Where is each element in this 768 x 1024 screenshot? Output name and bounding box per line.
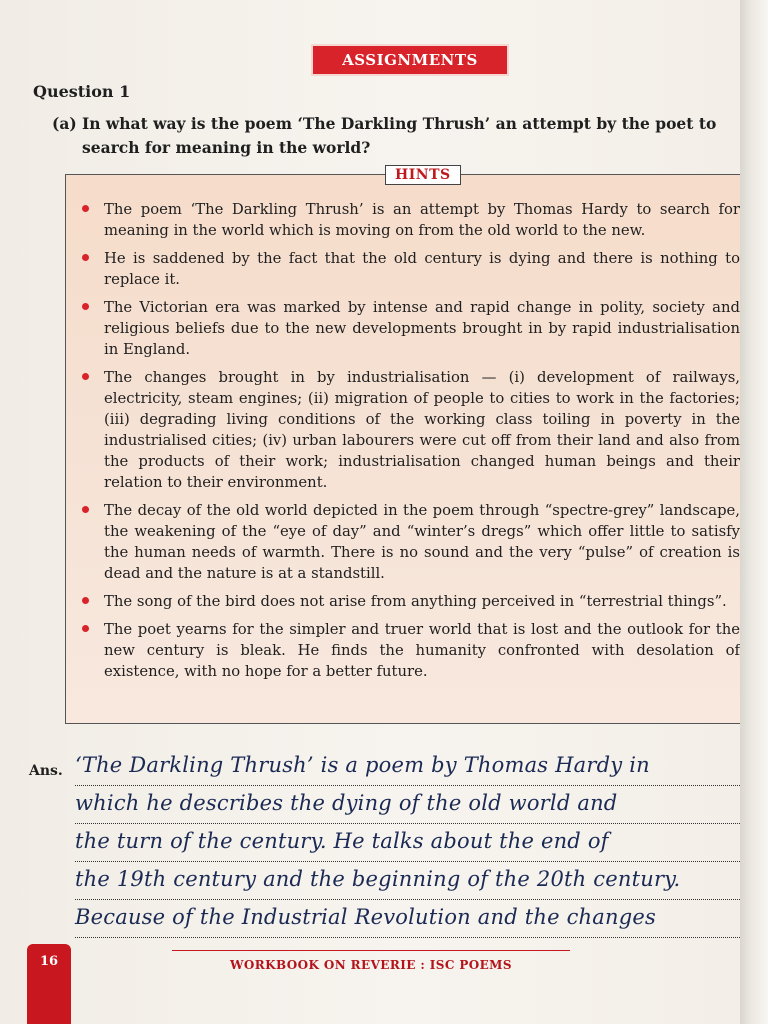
bullet-icon: [82, 597, 89, 604]
bullet-icon: [82, 205, 89, 212]
hint-item: [80, 367, 740, 493]
hints-box: [65, 167, 741, 724]
answer-line: Because of the Industrial Revolution and the changes: [75, 900, 740, 938]
hint-text: The poem ‘The Darkling Thrush’ is an attempt by Thomas Hardy to search for meaning in the world which is moving on from the old world to the new.: [104, 201, 740, 239]
hint-list: [80, 199, 740, 689]
hint-text: The poet yearns for the simpler and truer world that is lost and the outlook for the new century is bleak. He finds the humanity confronted with desolation of existence, with no hope for a better future.: [104, 621, 740, 680]
assignments-banner: ASSIGNMENTS: [313, 46, 507, 74]
footer-rule: [172, 950, 570, 951]
footer-title: WORKBOOK ON REVERIE : ISC POEMS: [230, 958, 512, 972]
hint-item: [80, 500, 740, 584]
answer-line: which he describes the dying of the old world and: [75, 786, 740, 824]
hint-item: [80, 297, 740, 360]
hint-item: [80, 591, 740, 612]
answer-line: the turn of the century. He talks about the end of: [75, 824, 740, 862]
hint-text: The decay of the old world depicted in the poem through “spectre-grey” landscape, the weakening of the “eye of day” and “winter’s dregs” which offer little to satisfy the human needs of warmth. There is no sound and the very “pulse” of creation is dead and the nature is at a standstill.: [104, 502, 740, 582]
hints-tag: HINTS: [385, 165, 461, 185]
answer-line: the 19th century and the beginning of the 20th century.: [75, 862, 740, 900]
page-edge: [740, 0, 768, 1024]
question-part-label: (a): [52, 114, 77, 133]
question-label: Question 1: [33, 82, 131, 101]
page-number: 16: [27, 944, 71, 1024]
bullet-icon: [82, 625, 89, 632]
hint-text: The changes brought in by industrialisation — (i) development of railways, electricity, steam engines; (ii) migration of people to cities to work in the factories; (iii) degrading living conditions of the working class toiling in poverty in the industrialised cities; (iv) urban labourers were cut off from their land and also from the products of their work; industrialisation changed human beings and their relation to their environment.: [104, 369, 740, 491]
hint-text: He is saddened by the fact that the old century is dying and there is nothing to replace it.: [104, 250, 740, 288]
answer-line: ‘The Darkling Thrush’ is a poem by Thomas Hardy in: [75, 748, 740, 786]
bullet-icon: [82, 506, 89, 513]
question-text-block: [52, 112, 752, 160]
hint-item: [80, 619, 740, 682]
question-text: In what way is the poem ‘The Darkling Thrush’ an attempt by the poet to search for meaning in the world?: [82, 114, 717, 157]
bullet-icon: [82, 254, 89, 261]
hint-item: [80, 248, 740, 290]
hint-item: [80, 199, 740, 241]
answer-label: Ans.: [29, 763, 63, 779]
hint-text: The Victorian era was marked by intense and rapid change in polity, society and religious beliefs due to the new developments brought in by rapid industrialisation in England.: [104, 299, 740, 358]
bullet-icon: [82, 373, 89, 380]
bullet-icon: [82, 303, 89, 310]
hint-text: The song of the bird does not arise from anything perceived in “terrestrial things”.: [104, 593, 727, 610]
answer-lines: [75, 748, 740, 938]
